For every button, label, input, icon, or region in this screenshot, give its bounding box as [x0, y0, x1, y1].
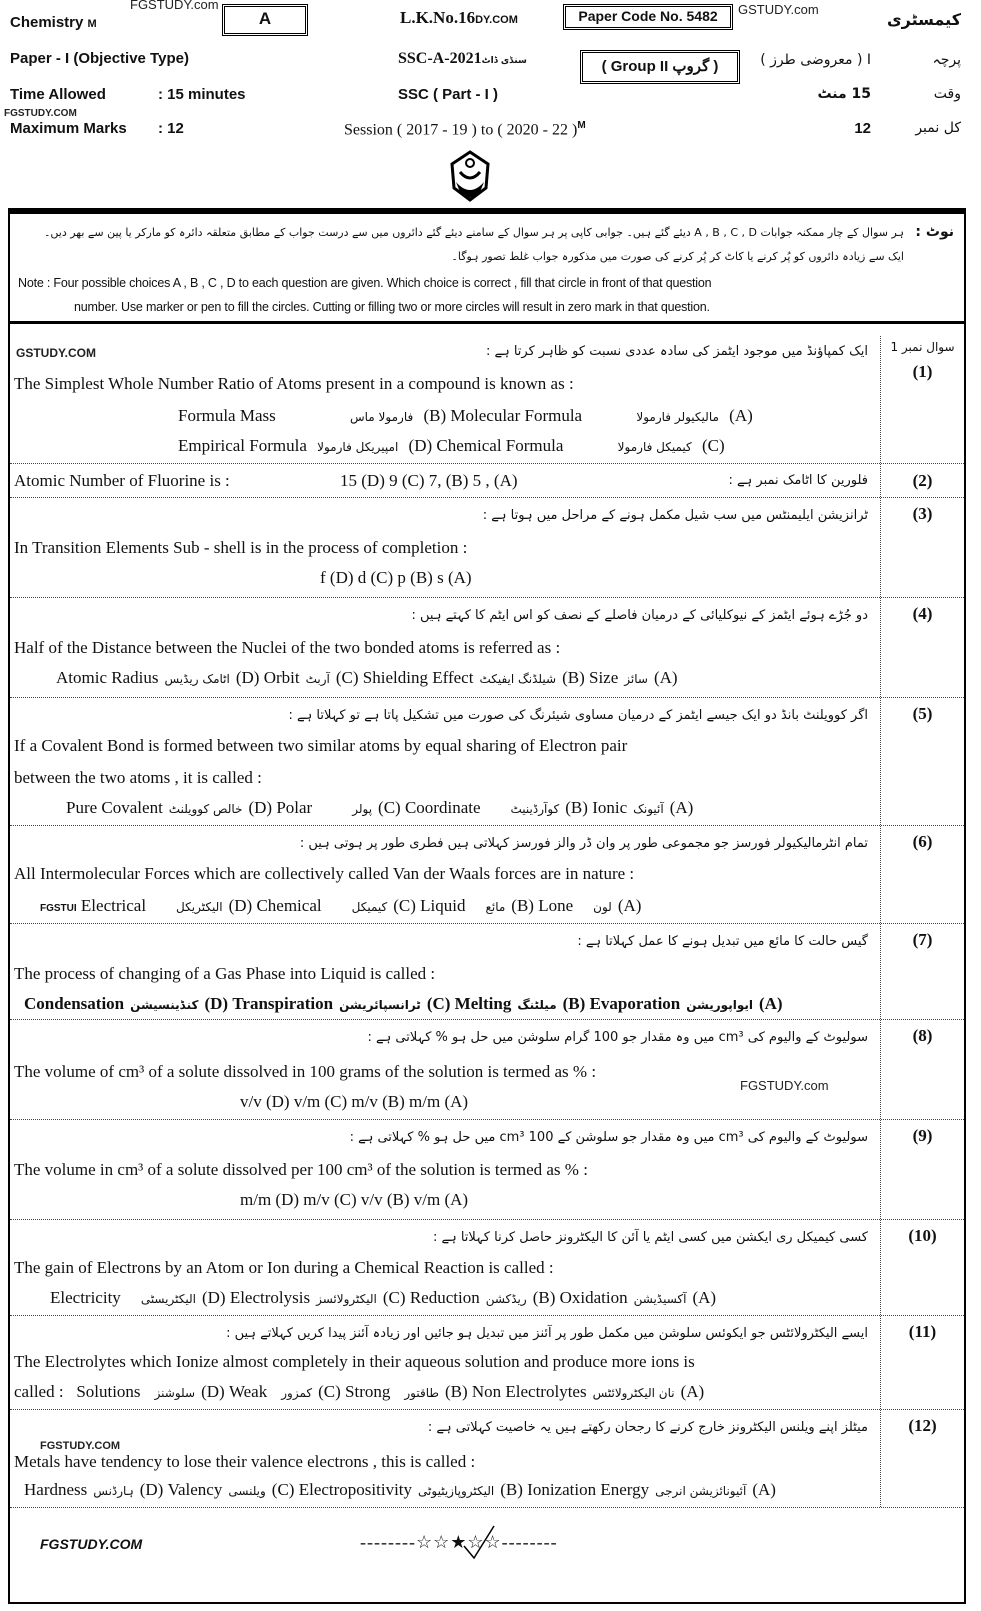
marks-urdu-value: 12 [854, 120, 871, 137]
question-english: All Intermolecular Forces which are collectively called Van der Waals forces are in nature : [14, 864, 635, 883]
question-urdu: گیس حالت کا مائع میں تبدیل ہونے کا عمل کہلاتا ہے : [577, 934, 868, 949]
question-english: The Simplest Whole Number Ratio of Atoms present in a compound is known as : [14, 374, 574, 393]
options: 15 (D) 9 (C) 7, (B) 5 , (A) [340, 471, 518, 490]
options: Atomic Radius اٹامک ریڈیس (D) Orbit آربٹ (C) Shielding Effect شیلڈنگ ایفیکٹ (B) Size سائز (A) [56, 668, 678, 687]
lk-number: L.K.No.16DY.COM [400, 8, 518, 27]
question-english: The gain of Electrons by an Atom or Ion during a Chemical Reaction is called : [14, 1258, 554, 1277]
question-english: The volume in cm³ of a solute dissolved per 100 cm³ of the solution is termed as % : [14, 1160, 588, 1179]
question-english: If a Covalent Bond is formed between two similar atoms by equal sharing of Electron pair [14, 736, 628, 755]
group-box: ( Group II گروپ ) [580, 50, 740, 84]
question-11 [10, 1316, 964, 1410]
watermark-top: FGSTUDY.com [130, 0, 219, 12]
question-urdu: تمام انٹرمالیکیولر فورسز جو مجموعی طور پر وان ڈر والز فورسز کہلاتی ہیں فطری طور پر ہوتی ہیں : [299, 836, 868, 851]
question-number: سوال نمبر 1 (1) [880, 336, 964, 463]
checkmark-icon [460, 1522, 500, 1567]
time-allowed-label: Time Allowed [10, 86, 106, 103]
paper-type: Paper - I (Objective Type) [10, 50, 189, 67]
question-english-line2: between the two atoms , it is called : [14, 768, 262, 787]
options-row-2: Empirical Formula امپیریکل فارمولا (D) Chemical Formula کیمیکل فارمولا (C) [178, 436, 725, 455]
options: called : Solutions سلوشنز (D) Weak کمزور (C) Strong طاقتور (B) Non Electrolytes نان الیکٹرولائٹس (A) [14, 1382, 705, 1401]
question-number: (10) [880, 1220, 964, 1315]
question-number: (2) [880, 464, 964, 497]
subject-urdu: کیمسٹری [887, 10, 961, 29]
question-english: In Transition Elements Sub - shell is in the process of completion : [14, 538, 468, 557]
question-number: (12) [880, 1410, 964, 1507]
question-5 [10, 698, 964, 826]
question-1: سوال نمبر 1 (1) GSTUDY.COM ایک کمپاؤنڈ میں موجود ایٹمز کی سادہ عددی نسبت کو ظاہر کرتا ہے : The Simplest Whole Number Ratio of Atoms present in a compound is known as : Formula Mass فارمولا ماس (B) Molecular Formula مالیکیولر فارمولا (A) Empirical Formula امپیریکل فارمولا (D) Chemical Formula کیمیکل فارمولا (C) [10, 336, 964, 464]
question-number: (7) [880, 924, 964, 1019]
question-6 [10, 826, 964, 924]
question-number: (4) [880, 598, 964, 697]
question-english: Metals have tendency to lose their valence electrons , this is called : [14, 1452, 476, 1471]
note-urdu-line1: ہر سوال کے چار ممکنہ جوابات A , B , C , D دیئے گئے ہیں۔ جوابی کاپی پر ہر سوال کے سامنے دیئے گئے دائروں میں سے درست جواب کے مطابق متعلقہ دائرہ کو مارکر یا پین سے بھر دیں۔ [43, 226, 904, 239]
paper-urdu-value: I ( معروضی طرز ) [760, 52, 871, 68]
session: Session ( 2017 - 19 ) to ( 2020 - 22 )$^M$ [344, 120, 586, 139]
paper-code-box: Paper Code No. 5482 [563, 4, 733, 30]
question-urdu: کسی کیمیکل ری ایکشن میں کسی ایٹم یا آئن کا الیکٹرونز حاصل کرنا کہلاتا ہے : [432, 1230, 868, 1245]
question-4 [10, 598, 964, 698]
max-marks-label: Maximum Marks [10, 120, 127, 137]
question-10 [10, 1220, 964, 1316]
watermark-below-time: FGSTUDY.COM [4, 108, 77, 119]
question-number: (8) [880, 1020, 964, 1119]
subject-label: Chemistry M [10, 14, 97, 31]
question-urdu: سولیوٹ کے والیوم کی cm³ میں وہ مقدار جو 100 گرام سلوشن میں حل ہو % کہلاتی ہے : [367, 1030, 868, 1045]
question-urdu: ایک کمپاؤنڈ میں موجود ایٹمز کی سادہ عددی نسبت کو ظاہر کرتا ہے : [485, 344, 868, 359]
footer-star-divider: --------☆☆★☆☆-------- [360, 1532, 558, 1552]
footer-watermark: FGSTUDY.COM [40, 1536, 143, 1552]
note-english-line2: number. Use marker or pen to fill the circles. Cutting or filling two or more circles will result in zero mark in that question. [74, 300, 710, 314]
note-urdu-label: نوٹ : [915, 224, 954, 240]
time-urdu-value: 15 منٹ [817, 86, 871, 102]
options: v/v (D) v/m (C) m/v (B) m/m (A) [240, 1092, 469, 1111]
question-8 [10, 1020, 964, 1120]
note-urdu-line2: ایک سے زیادہ دائروں کو پُر کرنے یا کاٹ کر پُر کرنے کی صورت میں مذکورہ جواب غلط تصور ہوگا۔ [451, 250, 904, 263]
question-number: (6) [880, 826, 964, 923]
question-urdu: سولیوٹ کے والیوم کی cm³ میں وہ مقدار جو سلوشن کے 100 cm³ میں حل ہو % کہلاتی ہے : [349, 1130, 868, 1145]
instructions-note [10, 214, 964, 324]
options: Electricity الیکٹریسٹی (D) Electrolysis الیکٹرولائسز (C) Reduction ریڈکشن (B) Oxidation آکسیڈیشن (A) [50, 1288, 717, 1307]
paper-urdu-label: پرچہ [932, 52, 961, 68]
watermark-top-right: GSTUDY.com [738, 2, 819, 17]
question-number: (3) [880, 498, 964, 597]
question-urdu: اگر کوویلنٹ بانڈ دو ایک جیسے ایٹمز کے درمیان مساوی شیئرنگ کی صورت میں تشکیل پاتا ہے تو کہلاتا ہے : [288, 708, 868, 723]
paper-version-box: A [222, 4, 308, 36]
options: Condensation کنڈینسیشن (D) Transpiration ٹرانسپائریشن (C) Melting میلٹنگ (B) Evaporation ایواپوریشن (A) [24, 994, 783, 1013]
question-3 [10, 498, 964, 598]
question-urdu: میٹلز اپنے ویلنس الیکٹرونز خارج کرنے کا رجحان رکھتے ہیں یہ خاصیت کہلاتی ہے : [427, 1420, 868, 1435]
question-urdu: ٹرانزیشن ایلیمنٹس میں سب شیل مکمل ہونے کے مراحل میں ہوتا ہے : [482, 508, 868, 523]
ssc-year: SSC-A-2021سنڈی ڈاٹ [398, 50, 527, 67]
marks-urdu-label: کل نمبر [915, 120, 961, 136]
options: f (D) d (C) p (B) s (A) [320, 568, 472, 587]
options: Pure Covalent خالص کوویلنٹ (D) Polar پولر (C) Coordinate کوآرڈینیٹ (B) Ionic آئیونک (A) [66, 798, 694, 817]
options: FGSTUI Electrical الیکٹریکل (D) Chemical کیمیکل (C) Liquid مائع (B) Lone لون (A) [40, 896, 642, 915]
question-urdu: ایسے الیکٹرولائٹس جو ایکوئس سلوشن میں مکمل طور پر آئنز میں تبدیل ہو جائیں اور زیادہ آئنز پیدا کریں کہلاتے ہیں : [226, 1326, 868, 1341]
question-english: Atomic Number of Fluorine is : [14, 471, 230, 490]
question-number: (9) [880, 1120, 964, 1219]
question-english: The process of changing of a Gas Phase into Liquid is called : [14, 964, 436, 983]
question-12: (12) میٹلز اپنے ویلنس الیکٹرونز خارج کرنے کا رجحان رکھتے ہیں یہ خاصیت کہلاتی ہے : FGSTUDY.COM Metals have tendency to lose their valence electrons , this is called : Hardness ہارڈنس (D) Valency ویلنسی (C) Electropositivity الیکٹروپازیٹیوٹی (B) Ionization Energy آئیونائزیشن انرجی (A) [10, 1410, 964, 1508]
question-2 [10, 464, 964, 498]
question-9 [10, 1120, 964, 1220]
question-number: (5) [880, 698, 964, 825]
options: Hardness ہارڈنس (D) Valency ویلنسی (C) Electropositivity الیکٹروپازیٹیوٹی (B) Ionization Energy آئیونائزیشن انرجی (A) [24, 1480, 776, 1499]
time-allowed-value: : 15 minutes [158, 86, 246, 103]
question-english: The volume of cm³ of a solute dissolved in 100 grams of the solution is termed as % : [14, 1062, 597, 1081]
question-urdu: فلورین کا اٹامک نمبر ہے : [728, 473, 868, 488]
question-7 [10, 924, 964, 1020]
max-marks-value: : 12 [158, 120, 184, 137]
time-urdu-label: وقت [933, 86, 961, 102]
question-english: Half of the Distance between the Nuclei of the two bonded atoms is referred as : [14, 638, 561, 657]
ssc-part: SSC ( Part - I ) [398, 86, 499, 103]
board-logo-icon [448, 150, 492, 202]
question-number: (11) [880, 1316, 964, 1409]
options-row-1: Formula Mass فارمولا ماس (B) Molecular Formula مالیکیولر فارمولا (A) [178, 406, 753, 425]
watermark: FGSTUDY.com [740, 1078, 829, 1093]
question-urdu: دو جُڑے ہوئے ایٹمز کے نیوکلیائی کے درمیان فاصلے کے نصف کو اس ایٹم کا کہتے ہیں : [411, 608, 868, 623]
note-english-line1: Note : Four possible choices A , B , C , D to each question are given. Which choice is correct , fill that circle in front of that question [18, 276, 712, 290]
question-english: The Electrolytes which Ionize almost completely in their aqueous solution and produce more ions is [14, 1352, 695, 1371]
options: m/m (D) m/v (C) v/v (B) v/m (A) [240, 1190, 469, 1209]
page-footer [10, 1508, 964, 1604]
